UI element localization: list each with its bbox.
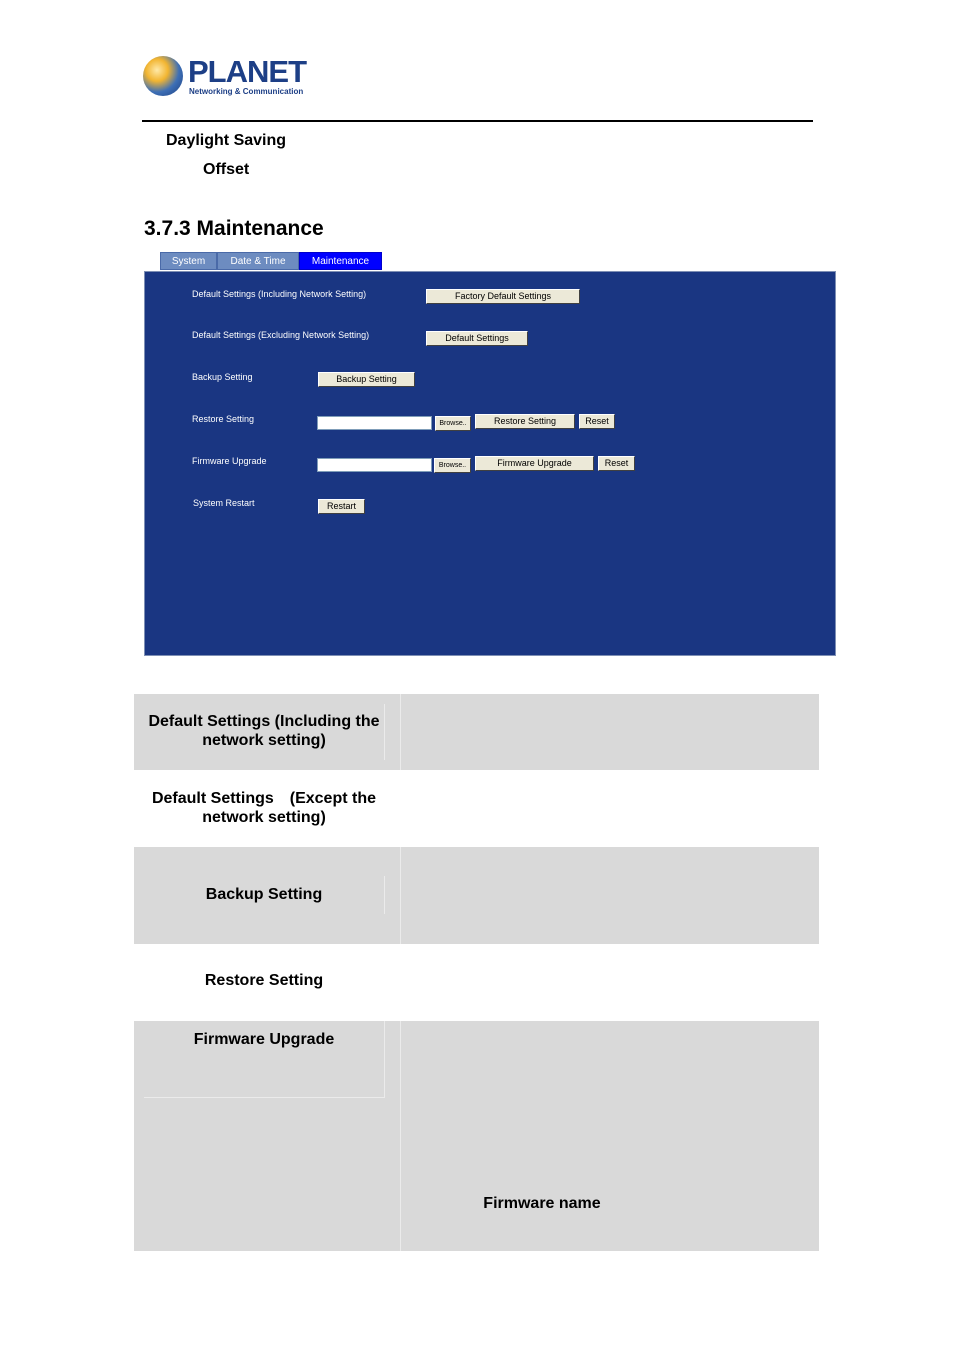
logo-tagline: Networking & Communication [189, 87, 304, 96]
factory-default-button[interactable]: Factory Default Settings [426, 289, 580, 304]
restore-browse-button[interactable]: Browse.. [435, 416, 471, 431]
column-divider [384, 1021, 385, 1097]
cell-divider [144, 1097, 385, 1098]
firmware-upgrade-button[interactable]: Firmware Upgrade [475, 456, 594, 471]
tab-system[interactable]: System [160, 252, 217, 270]
tab-maintenance[interactable]: Maintenance [299, 252, 382, 270]
firmware-browse-button[interactable]: Browse.. [434, 458, 471, 473]
column-divider [384, 876, 385, 914]
restore-label: Restore Setting [192, 414, 255, 424]
firmware-name-text: Firmware name [483, 1195, 601, 1212]
firmware-label: Firmware Upgrade [192, 456, 267, 466]
row-label-restore: Restore Setting [204, 972, 324, 989]
planet-globe-icon [143, 56, 183, 96]
row-label-default-excl: Default Settings (Except the network setting) [151, 790, 377, 826]
daylight-saving-text: Daylight Saving [166, 132, 287, 149]
restart-label: System Restart [193, 498, 255, 508]
column-divider [400, 1021, 401, 1251]
tab-date-time[interactable]: Date & Time [217, 252, 299, 270]
default-settings-button[interactable]: Default Settings [426, 331, 528, 346]
section-title: 3.7.3 Maintenance [144, 217, 324, 240]
table-row-firmware [134, 1021, 819, 1251]
column-divider [400, 694, 401, 770]
restore-file-input[interactable] [317, 416, 432, 430]
logo-name: PLANET [188, 54, 306, 89]
restore-setting-button[interactable]: Restore Setting [475, 414, 575, 429]
row-label-firmware: Firmware Upgrade [193, 1031, 335, 1048]
firmware-file-input[interactable] [317, 458, 432, 472]
restart-button[interactable]: Restart [318, 499, 365, 514]
offset-text: Offset [203, 161, 250, 178]
backup-label: Backup Setting [192, 372, 253, 382]
default-excl-label: Default Settings (Excluding Network Setting) [192, 330, 370, 340]
restore-reset-button[interactable]: Reset [579, 414, 615, 429]
column-divider [384, 704, 385, 760]
header-divider [142, 120, 813, 122]
column-divider [400, 847, 401, 944]
firmware-reset-button[interactable]: Reset [598, 456, 635, 471]
row-label-backup: Backup Setting [205, 886, 323, 903]
backup-setting-button[interactable]: Backup Setting [318, 372, 415, 387]
default-incl-label: Default Settings (Including Network Setting) [192, 289, 367, 299]
row-label-default-incl: Default Settings (Including the network setting) [148, 713, 380, 749]
